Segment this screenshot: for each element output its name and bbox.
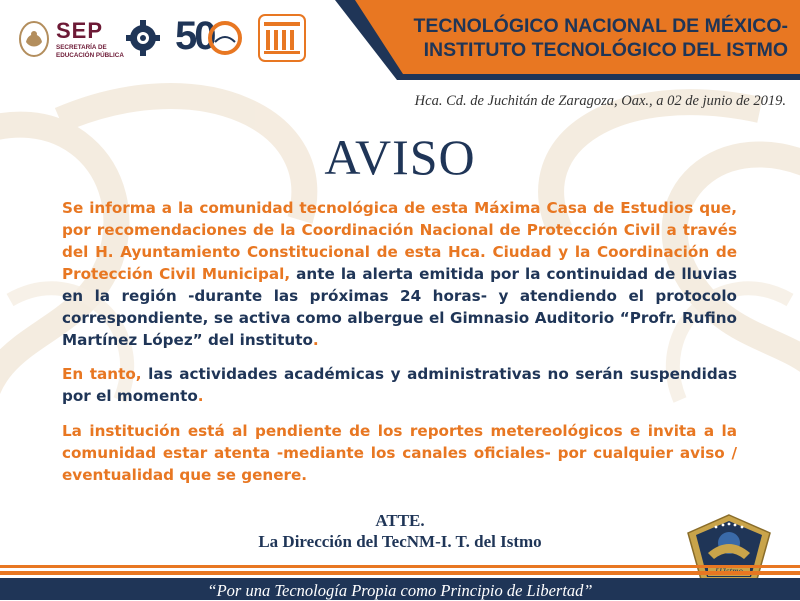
paragraph-2-period: . [197, 387, 204, 405]
sep-logo [18, 14, 133, 64]
anniversary-50-text: 50 [175, 14, 214, 58]
anniversary-50-logo [175, 14, 245, 64]
paragraph-1-highlight: Se informa a la comunidad tecnológica de esta Máxima Casa de Estudios que, por recomendaciones de la Coordinación Nacional de Protección Civil a través del H. Ayuntamiento Constitucional de esta Hca. Ciudad y la Coordinación de Protección Civil Municipal, [62, 199, 737, 283]
paragraph-1-body: ante la alerta emitida por la continuidad de lluvias en la región -durante las próximas 24 horas- y atendiendo el protocolo correspondiente, se activa como albergue el Gimnasio Auditorio “Profr. Rufino Martínez López” del instituto [62, 265, 737, 349]
sep-subtitle-line2: EDUCACIÓN PÚBLICA [56, 52, 124, 59]
institution-title-line2: INSTITUTO TECNOLÓGICO DEL ISTMO [423, 39, 788, 61]
dateline: Hca. Cd. de Juchitán de Zaragoza, Oax., a 02 de junio de 2019. [414, 93, 786, 109]
sep-subtitle [56, 44, 136, 60]
paragraph-1-period: . [312, 331, 319, 349]
paragraph-3: La institución está al pendiente de los reportes metereológicos e invita a la comunidad estar atenta -mediante los canales oficiales- por cualquier aviso / eventualidad que se genere. [62, 422, 737, 484]
anniversary-ring-icon [207, 20, 243, 56]
signature-direccion: La Dirección del TecNM-I. T. del Istmo [258, 532, 542, 551]
paragraph-2-highlight: En tanto, [62, 365, 142, 383]
itistmo-building-icon [258, 14, 306, 62]
institution-title-line1: TECNOLÓGICO NACIONAL DE MÉXICO- [413, 15, 788, 37]
sep-wordmark: SEP [56, 18, 104, 43]
paragraph-2 [62, 363, 737, 407]
paragraph-1 [62, 197, 737, 351]
sep-subtitle-line1: SECRETARÍA DE [56, 44, 107, 51]
notice-heading: AVISO [324, 129, 476, 185]
tecnm-gear-icon [126, 18, 160, 58]
paragraph-2-body: las actividades académicas y administrativas no serán suspendidas por el momento [62, 365, 737, 405]
signature-atte: ATTE. [375, 511, 425, 530]
mexico-eagle-icon [18, 20, 50, 58]
footer-motto: “Por una Tecnología Propia como Principio de Libertad” [207, 581, 593, 600]
institution-title [378, 14, 788, 62]
